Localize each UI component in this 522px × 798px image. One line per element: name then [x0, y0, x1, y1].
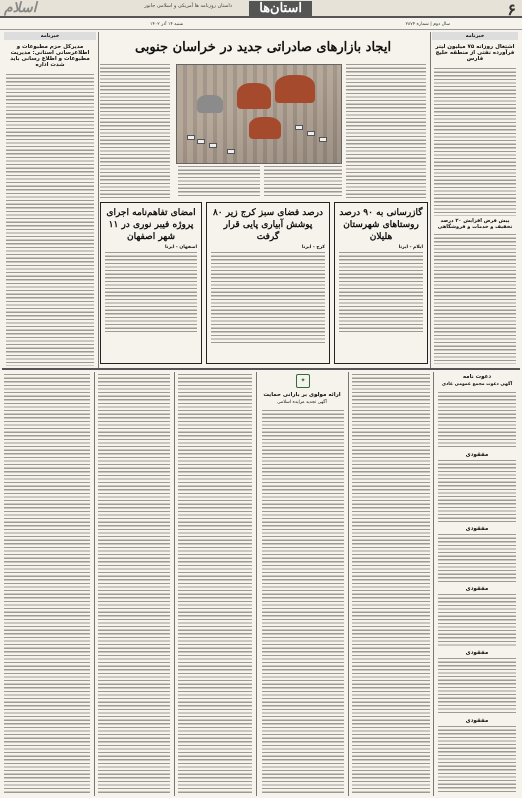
story-text [339, 252, 423, 332]
notice-column-6 [4, 374, 90, 794]
page-number: ۶ [507, 0, 516, 19]
issue-line [0, 20, 522, 30]
column-divider [256, 372, 257, 796]
left-column-title: مدیرکل حزم مطبوعات و اطلاعرسانی استانی: مدیریت مطبوعات و اطلاع رسانی باید شدت اداره [10, 44, 90, 68]
notice-text [438, 594, 516, 646]
story-title: امضای تفاهم‌نامه اجرای پروژه فیبر نوری در ۱۱ شهر اصفهان [106, 208, 196, 242]
notice-label: مفقودی [465, 526, 489, 532]
issue-number: سال دوم | شماره ۲۸۷۴ [405, 22, 450, 27]
main-article-text-4 [100, 64, 170, 198]
left-column-tag: خبرنامه [4, 32, 96, 40]
story-title: ۸۰ درصد فضای سبز کرج زیر پوشش آبیاری پایی قرار گرفت [212, 208, 324, 242]
notice-text [438, 534, 516, 582]
story-box-gas [334, 202, 428, 364]
right-column-text [434, 68, 516, 216]
notice-column-2 [352, 374, 430, 794]
column-divider [433, 372, 434, 796]
column-divider [348, 372, 349, 796]
story-text [105, 252, 197, 332]
notice-label: مفقودی [465, 650, 489, 656]
main-article-text-1 [346, 64, 426, 198]
column-divider [174, 372, 175, 796]
column-divider [430, 32, 431, 368]
notice-text [438, 460, 516, 522]
story-box-greenspace [206, 202, 330, 364]
story-lead: اصفهان - ایرنا [164, 245, 197, 250]
notice-text [438, 392, 516, 448]
right-column-tag: خبرنامه [432, 32, 518, 40]
notice-label: مفقودی [465, 452, 489, 458]
right-column-subtitle: پیش فرض افزایش ۲۰ درصد تخفیف و خدمات و فروشگاهی [437, 218, 513, 230]
main-headline: ایجاد بازارهای صادراتی جدید در خراسان جنوبی [134, 40, 392, 55]
notice-column-3 [262, 410, 344, 794]
notice-heading: آگهی دعوت مجمع عمومی عادی [441, 382, 513, 387]
notice-column-5 [98, 374, 170, 794]
left-column-text [6, 74, 94, 366]
right-column-title: اشتغال روزانه ۷۵ میلیون لیتر فرآورده نفتی از منطقه خلیج فارس [435, 44, 515, 62]
story-lead: ایلام - ایرنا [398, 245, 423, 250]
section-subtitle: داستان روزنامه ها آمریکی و اسلامی جانور [144, 3, 232, 9]
column-divider [98, 32, 99, 368]
main-article-photo [176, 64, 342, 164]
newspaper-logo: اسلام [4, 0, 37, 16]
bank-emblem-icon: ✦ [296, 374, 310, 388]
main-article-text-3 [178, 166, 260, 198]
notice-title: دعوت نامه [462, 374, 492, 380]
story-lead: کرج - ایرنا [301, 245, 325, 250]
story-title: گازرسانی به ۹۰ درصد روستاهای شهرستان هلیلان [339, 208, 423, 242]
notice-label: مفقودی [465, 586, 489, 592]
section-name: استان‌ها [249, 1, 312, 16]
story-text [211, 252, 325, 344]
notice-column-4 [178, 374, 252, 794]
notice-text [438, 658, 516, 714]
notice-subtitle: آگهی تجدید مزایده اسلامی [277, 400, 327, 405]
story-box-fiber [100, 202, 202, 364]
column-divider [94, 372, 95, 796]
notice-label: مفقودی [465, 718, 489, 724]
section-divider [2, 368, 520, 370]
right-column-text-2 [434, 234, 516, 364]
notice-title: ارائه مولوی بر بارانی حمایت [263, 392, 341, 398]
notice-text [438, 726, 516, 792]
main-article-text-2 [264, 166, 342, 198]
issue-date: شنبه ۱۴ آذر ۱۴۰۲ [150, 22, 184, 27]
